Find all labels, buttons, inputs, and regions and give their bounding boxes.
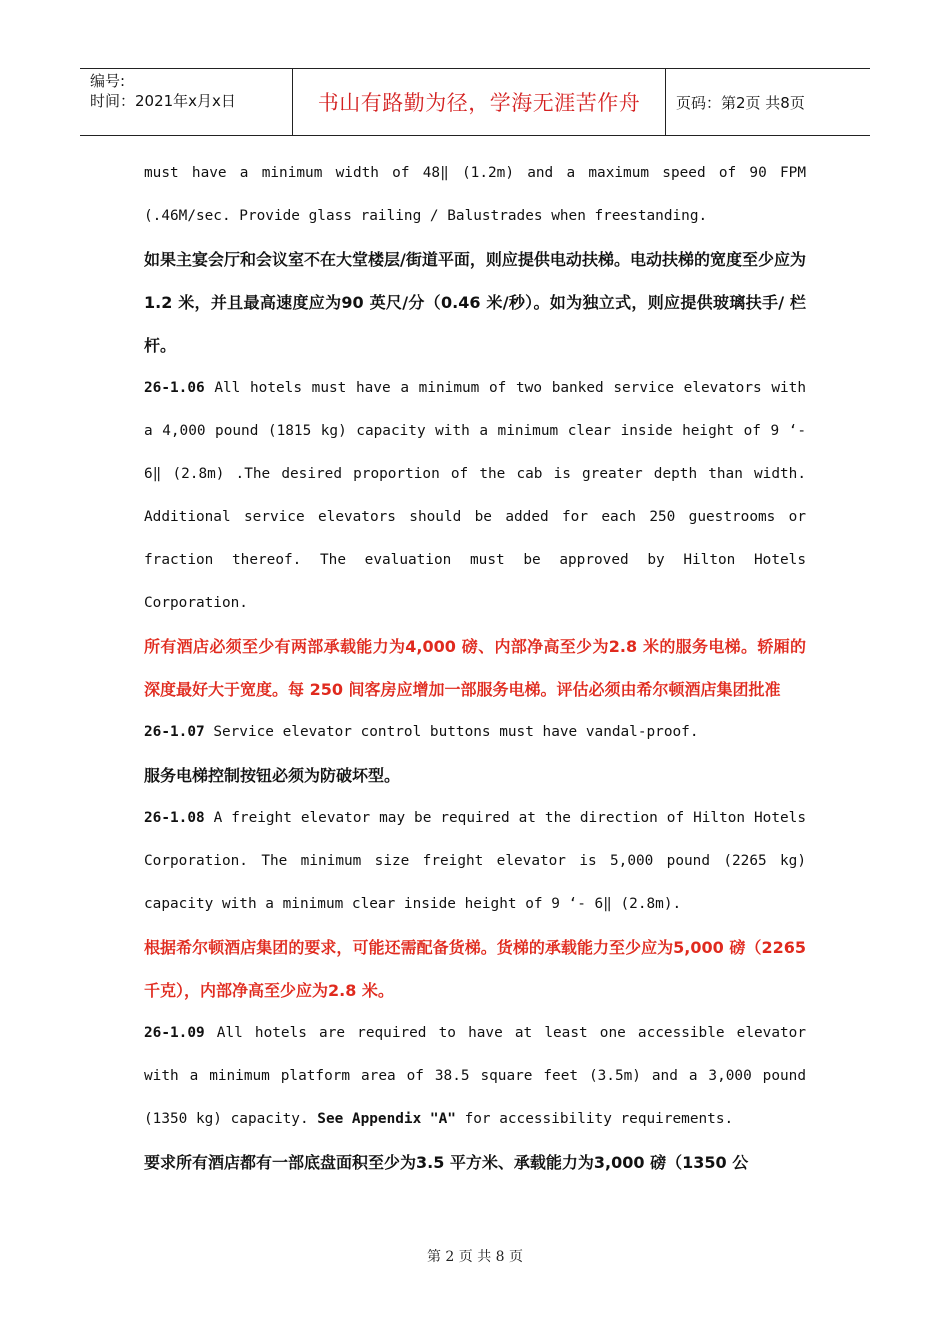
page-footer: 第 2 页 共 8 页 (426, 1249, 524, 1265)
serial-number-label: 编号: (90, 72, 126, 90)
paragraph-3-zh: 服务电梯控制按钮必须为防破坏型。 (144, 766, 401, 785)
document-body (144, 152, 806, 1184)
header-page-info: 页码：第2页 共8页 (676, 93, 805, 112)
paragraph-5-zh: 要求所有酒店都有一部底盘面积至少为3.5 平方米、承载能力为3,000 磅（1350 公 (144, 1153, 749, 1172)
paragraph-1-en: must have a minimum width of 48‖ (1.2m) and a maximum speed of 90 FPM (.46M/sec. Provide glass railing / Balustrades when freestanding. (144, 165, 806, 224)
paragraph-4-zh: 根据希尔顿酒店集团的要求，可能还需配备货梯。货梯的承载能力至少应为5,000 磅（2265 千克），内部净高至少应为2.8 米。 (144, 938, 806, 1000)
section-number: 26-1.06 (144, 380, 205, 396)
section-number: 26-1.07 (144, 724, 205, 740)
paragraph-2-zh: 所有酒店必须至少有两部承载能力为4,000 磅、内部净高至少为2.8 米的服务电梯。轿厢的深度最好大于宽度。每 250 间客房应增加一部服务电梯。评估必须由希尔顿酒店集团批准 (144, 637, 806, 699)
section-number: 26-1.09 (144, 1025, 205, 1041)
section-number: 26-1.08 (144, 810, 205, 826)
header-motto: 书山有路勤为径，学海无涯苦作舟 (293, 69, 666, 135)
header-meta-cell (80, 69, 293, 135)
paragraph-text: All hotels are required to have at least one accessible elevator with a minimum platform area of 38.5 square feet (3.5m) and a 3,000 pound (1350 kg) capacity. (144, 1025, 806, 1127)
paragraph-3-en (144, 711, 806, 754)
page-header (80, 68, 870, 136)
paragraph-5-en (144, 1012, 806, 1141)
date-label: 时间：2021年x月x日 (90, 92, 236, 110)
paragraph-2-en (144, 367, 806, 625)
paragraph-text: All hotels must have a minimum of two banked service elevators with a 4,000 pound (1815 kg) capacity with a minimum clear inside height of 9 ‘- 6‖ (2.8m) .The desired proportion of the cab is greater depth than width. Additional service elevators should be added for each 250 guestrooms or fraction thereof. The evaluation must be approved by Hilton Hotels Corporation. (144, 380, 806, 611)
paragraph-1-zh: 如果主宴会厅和会议室不在大堂楼层/街道平面，则应提供电动扶梯。电动扶梯的宽度至少应为 1.2 米，并且最高速度应为90 英尺/分（0.46 米/秒）。如为独立式，则应提供玻璃扶手/ 栏杆。 (144, 250, 806, 355)
paragraph-text: A freight elevator may be required at the direction of Hilton Hotels Corporation. The minimum size freight elevator is 5,000 pound (2265 kg) capacity with a minimum clear inside height of 9 ‘- 6‖ (2.8m). (144, 810, 806, 912)
paragraph-text: for accessibility requirements. (455, 1111, 734, 1127)
appendix-reference: See Appendix "A" (317, 1111, 456, 1127)
paragraph-text: Service elevator control buttons must have vandal-proof. (204, 724, 699, 740)
paragraph-4-en (144, 797, 806, 926)
